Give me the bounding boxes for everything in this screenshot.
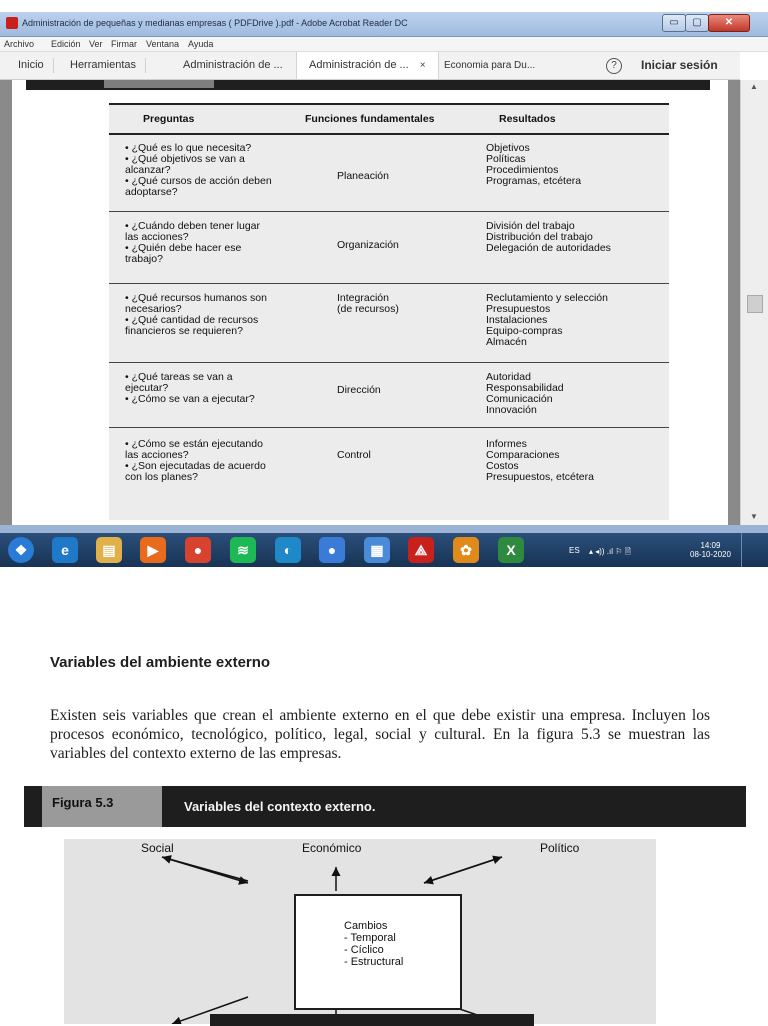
table-cell-text: • ¿Qué tareas se van a: [125, 371, 233, 383]
table-cell-text: Distribución del trabajo: [486, 231, 593, 243]
table-cell-text: • ¿Cómo se están ejecutando: [125, 438, 263, 450]
label-social: Social: [141, 841, 174, 855]
menu-firmar[interactable]: Firmar: [111, 39, 137, 49]
menu-ayuda[interactable]: Ayuda: [188, 39, 214, 49]
changes-title: Cambios: [344, 920, 388, 932]
figure-title: Variables del contexto externo.: [184, 799, 376, 814]
taskbar-edge[interactable]: [275, 537, 301, 563]
table-cell-text: adoptarse?: [125, 186, 178, 198]
table-cell-text: Presupuestos: [486, 303, 551, 315]
changes-box: [294, 894, 462, 1010]
changes-item: - Estructural: [344, 956, 404, 968]
sign-in-button[interactable]: Iniciar sesión: [641, 58, 718, 72]
row-5-function: [337, 450, 437, 461]
table-cell-text: Programas, etcétera: [486, 175, 582, 187]
tab-herramientas[interactable]: Herramientas: [70, 52, 136, 79]
taskbar-acrobat[interactable]: [408, 537, 434, 563]
pdf-page: [12, 80, 728, 525]
show-desktop-button[interactable]: [741, 533, 768, 567]
chrome-icon: ●: [193, 542, 203, 558]
acrobat-icon: ⟁: [414, 542, 428, 558]
row-2-questions: [125, 221, 295, 265]
taskbar-chrome[interactable]: [185, 537, 211, 563]
scroll-thumb[interactable]: [747, 295, 763, 313]
table-cell-text: Equipo-compras: [486, 325, 563, 337]
clock-time: 14:09: [700, 541, 721, 550]
taskbar-spotify[interactable]: [230, 537, 256, 563]
internet-explorer-icon: e: [61, 542, 69, 558]
tab-document-2-label: Administración de ...: [309, 59, 409, 71]
table-cell-text: • ¿Quién debe hacer ese: [125, 242, 242, 254]
figure-header: [24, 786, 746, 827]
table-cell-text: Control: [337, 449, 371, 461]
row-separator: [109, 427, 669, 428]
taskbar-media[interactable]: [140, 537, 166, 563]
taskbar-excel[interactable]: [498, 537, 524, 563]
menu-ver[interactable]: Ver: [89, 39, 103, 49]
table-cell-text: Almacén: [486, 336, 527, 348]
scroll-down-icon[interactable]: ▼: [750, 512, 758, 521]
row-1-questions: [125, 143, 295, 198]
table-cell-text: Políticas: [486, 153, 526, 165]
table-cell-text: ejecutar?: [125, 382, 169, 394]
table-cell-text: Informes: [486, 438, 527, 450]
row-4-function: [337, 385, 437, 396]
changes-text: [344, 920, 403, 968]
table-cell-text: Integración: [337, 292, 389, 304]
start-orb-icon: ❖: [14, 542, 28, 558]
header-resultados: Resultados: [499, 113, 556, 125]
table-cell-text: Costos: [486, 460, 519, 472]
title-bar[interactable]: [0, 12, 768, 37]
table-cell-text: (de recursos): [337, 303, 399, 315]
tab-close-icon[interactable]: ×: [419, 60, 426, 71]
table-cell-text: • ¿Cuándo deben tener lugar: [125, 220, 261, 232]
tab-document-1[interactable]: Administración de ...: [183, 59, 283, 71]
table-cell-text: Reclutamiento y selección: [486, 292, 608, 304]
table-cell-text: financieros se requieren?: [125, 325, 243, 337]
page-top-band-tab: [104, 80, 214, 88]
table-cell-text: Instalaciones: [486, 314, 548, 326]
table-cell-text: las acciones?: [125, 449, 189, 461]
table-cell-text: trabajo?: [125, 253, 163, 265]
section-paragraph: Existen seis variables que crean el ambiente externo en el que debe existir una empresa. Incluyen los procesos económico, tecnológico, político, legal, social y cultural. En la figura 5.3 se muestran las variables del contexto externo de las empresas.: [50, 707, 710, 762]
table-cell-text: Innovación: [486, 404, 537, 416]
table-cell-text: • ¿Cómo se van a ejecutar?: [125, 393, 255, 405]
table-cell-text: Autoridad: [486, 371, 531, 383]
table-cell-text: • ¿Son ejecutadas de acuerdo: [125, 460, 266, 472]
table-cell-text: • ¿Qué objetivos se van a: [125, 153, 245, 165]
butterfly-app-icon: ✿: [460, 542, 472, 558]
taskbar: [0, 533, 768, 567]
table-cell-text: alcanzar?: [125, 164, 171, 176]
close-icon: ✕: [724, 17, 734, 28]
arrow-political-in: [424, 857, 502, 883]
table-cell-text: Planeación: [337, 170, 389, 182]
table-cell-text: Delegación de autoridades: [486, 242, 611, 254]
row-1-results: [486, 143, 656, 187]
row-4-questions: [125, 372, 295, 405]
row-3-function: [337, 293, 437, 315]
minimize-button[interactable]: [662, 14, 686, 32]
tab-document-3[interactable]: Economia para Du...: [444, 60, 536, 71]
network-app-icon: ▦: [370, 542, 384, 558]
row-2-function: [337, 240, 437, 251]
figure-body: [24, 827, 746, 1024]
taskbar-butterfly-app[interactable]: [453, 537, 479, 563]
figure-label: Figura 5.3: [52, 795, 114, 810]
header-rule: [109, 133, 669, 135]
row-3-questions: [125, 293, 295, 337]
table-cell-text: Dirección: [337, 384, 381, 396]
start-button[interactable]: [8, 537, 34, 563]
vertical-scrollbar[interactable]: [740, 80, 768, 525]
maximize-button[interactable]: [685, 14, 709, 32]
taskbar-chrome-alt[interactable]: [319, 537, 345, 563]
row-separator: [109, 211, 669, 212]
row-5-questions: [125, 439, 295, 483]
label-economico: Económico: [302, 841, 362, 855]
acrobat-app-icon: [6, 17, 18, 29]
row-4-results: [486, 372, 656, 416]
media-player-icon: ▶: [147, 542, 159, 558]
tab-inicio[interactable]: Inicio: [18, 52, 44, 79]
file-explorer-icon: ▤: [102, 542, 116, 558]
table-cell-text: las acciones?: [125, 231, 189, 243]
section-heading: Variables del ambiente externo: [50, 654, 271, 671]
table-cell-text: con los planes?: [125, 471, 198, 483]
window-frame-bottom: [0, 525, 768, 533]
row-3-results: [486, 293, 656, 348]
table-cell-text: Procedimientos: [486, 164, 559, 176]
menu-bar: [0, 37, 768, 52]
header-funciones: Funciones fundamentales: [305, 113, 435, 125]
table-cell-text: Objetivos: [486, 142, 530, 154]
row-1-function: [337, 171, 437, 182]
system-tray-icons[interactable]: ▴ ◂)) .ıl ⚐ 🗎: [589, 547, 632, 556]
row-separator: [109, 362, 669, 363]
changes-item: - Cíclico: [344, 944, 384, 956]
scroll-up-icon[interactable]: ▲: [750, 82, 758, 91]
label-politico: Político: [540, 841, 580, 855]
table-cell-text: División del trabajo: [486, 220, 575, 232]
window-title: Administración de pequeñas y medianas empresas ( PDFDrive ).pdf - Adobe Acrobat Reader DC: [22, 18, 408, 28]
table-cell-text: Comparaciones: [486, 449, 560, 461]
arrow-social-in: [162, 857, 248, 883]
tab-bar: [0, 52, 740, 80]
figure-bottom-bar: [210, 1014, 534, 1026]
table-cell-text: Organización: [337, 239, 399, 251]
table-cell-text: • ¿Qué recursos humanos son: [125, 292, 267, 304]
clock-date: 08-10-2020: [690, 550, 731, 559]
taskbar-explorer[interactable]: [96, 537, 122, 563]
table-cell-text: • ¿Qué cursos de acción deben: [125, 175, 272, 187]
tab-document-2-active[interactable]: [296, 52, 439, 79]
clock[interactable]: [690, 541, 731, 559]
maximize-icon: ▢: [692, 17, 702, 28]
taskbar-network-app[interactable]: [364, 537, 390, 563]
table-cell-text: Responsabilidad: [486, 382, 564, 394]
close-window-button[interactable]: [708, 14, 750, 32]
figure-diagram: [64, 839, 656, 1024]
table-cell-text: Presupuestos, etcétera: [486, 471, 594, 483]
row-5-results: [486, 439, 656, 483]
table-cell-text: necesarios?: [125, 303, 182, 315]
document-view[interactable]: [0, 80, 740, 525]
functions-table: [109, 103, 669, 520]
language-indicator[interactable]: ES: [569, 546, 580, 555]
table-cell-text: Comunicación: [486, 393, 553, 405]
header-preguntas: Preguntas: [143, 113, 195, 125]
taskbar-ie[interactable]: [52, 537, 78, 563]
excel-icon: X: [506, 542, 516, 558]
screen-top-strip: [0, 0, 768, 12]
menu-archivo[interactable]: Archivo: [4, 39, 35, 49]
spotify-icon: ≋: [237, 542, 249, 558]
table-cell-text: • ¿Qué cantidad de recursos: [125, 314, 259, 326]
minimize-icon: ▭: [669, 17, 679, 28]
menu-ventana[interactable]: Ventana: [146, 39, 180, 49]
changes-item: - Temporal: [344, 932, 396, 944]
chrome-alt-icon: ●: [327, 542, 337, 558]
edge-icon: ◐: [283, 542, 293, 558]
row-2-results: [486, 221, 656, 254]
help-icon[interactable]: ?: [606, 58, 622, 74]
menu-edicion[interactable]: Edición: [51, 39, 81, 49]
row-separator: [109, 283, 669, 284]
table-cell-text: • ¿Qué es lo que necesita?: [125, 142, 252, 154]
